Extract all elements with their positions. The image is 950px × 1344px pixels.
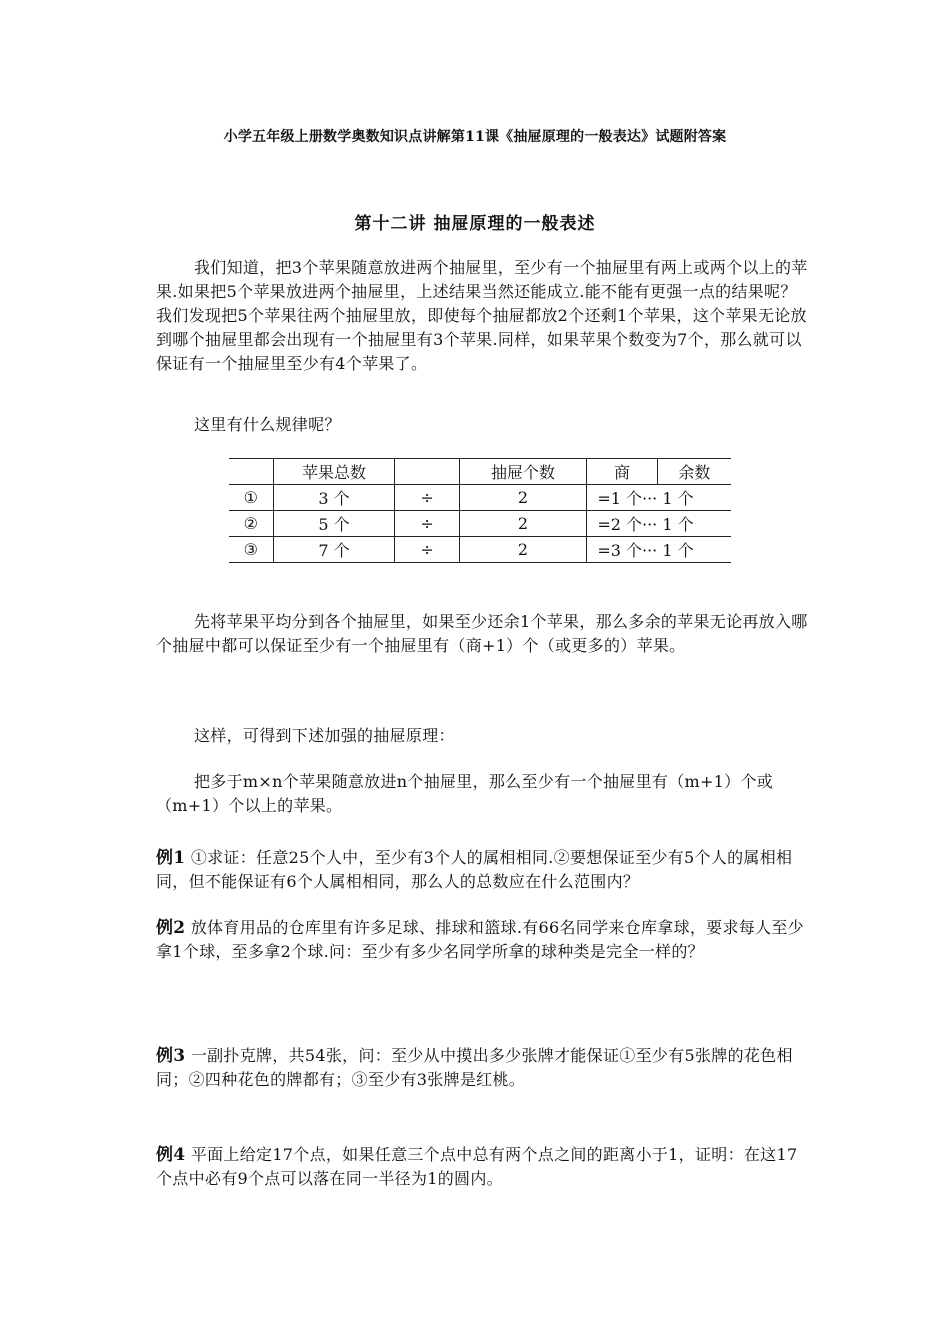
row-op: ÷ bbox=[395, 485, 459, 511]
row-index: ② bbox=[229, 511, 273, 537]
example-label: 例3 bbox=[156, 1046, 186, 1066]
row-drawers: 2 bbox=[459, 485, 587, 511]
table-row bbox=[229, 485, 731, 511]
header-op bbox=[395, 459, 459, 485]
principle-paragraph: 把多于m×n个苹果随意放进n个抽屉里，那么至少有一个抽屉里有（m+1）个或（m+1）个以上的苹果。 bbox=[156, 772, 774, 815]
table-row bbox=[229, 511, 731, 537]
row-op: ÷ bbox=[395, 511, 459, 537]
explanation-paragraph: 先将苹果平均分到各个抽屉里，如果至少还余1个苹果，那么多余的苹果无论再放入哪个抽屉中都可以保证至少有一个抽屉里有（商+1）个（或更多的）苹果。 bbox=[156, 612, 808, 655]
example-3 bbox=[156, 1044, 810, 1092]
header-remainder: 余数 bbox=[657, 459, 731, 485]
transition-text: 这样，可得到下述加强的抽屉原理： bbox=[194, 726, 455, 745]
row-apples: 3 个 bbox=[273, 485, 395, 511]
example-text: 一副扑克牌，共54张，问：至少从中摸出多少张牌才能保证①至少有5张牌的花色相同；②四种花色的牌都有；③至少有3张牌是红桃。 bbox=[156, 1046, 793, 1089]
example-label: 例1 bbox=[156, 848, 186, 868]
division-table bbox=[229, 458, 731, 563]
intro-paragraph: 我们知道，把3个苹果随意放进两个抽屉里，至少有一个抽屉里有两上或两个以上的苹果.如果把5个苹果放进两个抽屉里，上述结果当然还能成立.能不能有更强一点的结果呢？我们发现把5个苹果往两个抽屉里放，即使每个抽屉都放2个还剩1个苹果，这个苹果无论放到哪个抽屉里都会出现有一个抽屉里有3个苹果.同样，如果苹果个数变为7个，那么就可以保证有一个抽屉里至少有4个苹果了。 bbox=[156, 258, 808, 373]
header-drawers: 抽屉个数 bbox=[459, 459, 587, 485]
row-op: ÷ bbox=[395, 537, 459, 563]
example-2 bbox=[156, 916, 810, 964]
example-text: 平面上给定17个点，如果任意三个点中总有两个点之间的距离小于1，证明：在这17个点中必有9个点可以落在同一半径为1的圆内。 bbox=[156, 1145, 798, 1188]
example-4 bbox=[156, 1143, 810, 1191]
example-label: 例4 bbox=[156, 1145, 186, 1165]
row-drawers: 2 bbox=[459, 537, 587, 563]
row-result: =3 个··· 1 个 bbox=[587, 537, 731, 563]
table-header-row bbox=[229, 459, 731, 485]
row-apples: 5 个 bbox=[273, 511, 395, 537]
lecture-title: 第十二讲 抽屉原理的一般表述 bbox=[354, 214, 596, 234]
header-apples: 苹果总数 bbox=[273, 459, 395, 485]
row-drawers: 2 bbox=[459, 511, 587, 537]
example-label: 例2 bbox=[156, 918, 186, 938]
question-text: 这里有什么规律呢？ bbox=[194, 415, 341, 434]
row-index: ③ bbox=[229, 537, 273, 563]
example-1 bbox=[156, 846, 810, 894]
row-result: =1 个··· 1 个 bbox=[587, 485, 731, 511]
header-quotient: 商 bbox=[587, 459, 657, 485]
example-text: 放体育用品的仓库里有许多足球、排球和篮球.有66名同学来仓库拿球，要求每人至少拿1个球，至多拿2个球.问：至少有多少名同学所拿的球种类是完全一样的？ bbox=[156, 918, 804, 961]
example-text: ①求证：任意25个人中，至少有3个人的属相相同.②要想保证至少有5个人的属相相同，但不能保证有6个人属相相同，那么人的总数应在什么范围内？ bbox=[156, 848, 793, 891]
table-row bbox=[229, 537, 731, 563]
row-result: =2 个··· 1 个 bbox=[587, 511, 731, 537]
document-title: 小学五年级上册数学奥数知识点讲解第11课《抽屉原理的一般表达》试题附答案 bbox=[223, 129, 727, 145]
row-apples: 7 个 bbox=[273, 537, 395, 563]
row-index: ① bbox=[229, 485, 273, 511]
header-index bbox=[229, 459, 273, 485]
